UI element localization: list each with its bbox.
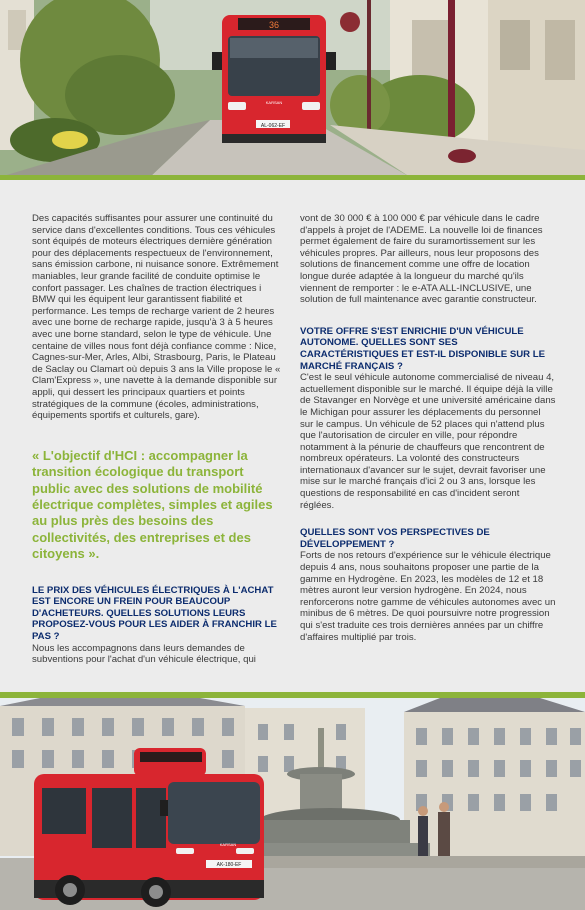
top-bus-plate: AL-062-EF <box>260 123 286 129</box>
right-column <box>300 213 556 643</box>
left-column <box>32 213 284 666</box>
question-perspectives: QUELLES SONT VOS PERSPECTIVES DE DÉVELOPPEMENT ? <box>300 527 490 550</box>
top-bus-sign: 36 <box>268 20 280 30</box>
bottom-photo-bus-square <box>0 698 585 910</box>
bottom-bus-brand: KARSAN <box>219 842 237 847</box>
top-photo-bus-street <box>0 0 585 177</box>
bottom-bus-plate: AK-180-EF <box>216 862 242 868</box>
answer-price-end: vont de 30 000 € à 100 000 € par véhicule dans le cadre d'appels à projet de l'ADEME. La nouvelle loi de finances permet également de faire du suramortissement sur les véhicules propres. Par ailleurs, nous leur proposons des solutions de financement comme une offre de location longue durée adaptée à la longueur du marché qu'ils viennent de remporter : le e-ATA ALL-INCLUSIVE, une solution de full maintenance avec garantie constructeur. <box>300 213 543 306</box>
question-autonomous: VOTRE OFFRE S'EST ENRICHIE D'UN VÉHICULE AUTONOME. QUELLES SONT SES CARACTÉRISTIQUES ET EST-IL DISPONIBLE SUR LE MARCHÉ FRANÇAIS ? <box>300 325 546 372</box>
question-price: LE PRIX DES VÉHICULES ÉLECTRIQUES À L'ACHAT EST ENCORE UN FREIN POUR BEAUCOUP D'ACHETEURS. QUELLES SOLUTIONS LEURS PROPOSEZ-VOUS POUR LES AIDER À FRANCHIR LE PAS ? <box>32 584 277 642</box>
answer-price-start: Nous les accompagnons dans leurs demandes de subventions pour l'achat d'un véhicule électrique, qui <box>32 642 256 666</box>
top-bus-brand: KARSAN <box>265 100 283 105</box>
answer-autonomous: C'est le seul véhicule autonome commercialisé de niveau 4, actuellement disponible sur le marché. Il équipe déjà la ville de Stavanger en Norvège et une université américaine dans le Michigan pour assurer les déplacements du personnel sur le campus. Un véhicule de 52 places qui n'attend plus que l'autorisation de circuler en ville, pour répondre notamment à la pénurie de chauffeurs que rencontrent de nombreux opérateurs. La volonté des constructeurs internationaux d'avancer sur le sujet, devrait favoriser une mise sur le marché français d'ici 2 ou 3 ans, lorsque les questions de responsabilité en cas d'incident seront réglées. <box>300 372 556 511</box>
pull-quote: « L'objectif d'HCI : accompagner la transition écologique du transport public avec des solutions de mobilité électrique complètes, simples et agiles au plus près des besoins des collectivités, des entreprises et des citoyens ». <box>32 447 273 562</box>
intro-paragraph: Des capacités suffisantes pour assurer une continuité du service dans d'excellentes conditions. Tous ces véhicules sont équipés de moteurs électriques dernière génération pour des déplacements respectueux de l'environnement, sans émission carbone, ni nuisance sonore. Extrêmement maniables, leur grande facilité de conduite optimise le confort passager. Les chaînes de traction électriques i BMW qui les équipent leur garantissent fiabilité et performance. Les temps de recharge varient de 2 heures avec une borne de recharge rapide, jusqu'à 3 à 5 heures avec une borne standard, selon le type de véhicule. Une centaine de villes nous font déjà confiance comme : Nice, Cagnes-sur-Mer, Arles, Albi, Strasbourg, Paris, le Plateau de Saclay ou Clamart où depuis 3 ans la Ville propose le « Clam'Express », une navette à la demande disponible sur appli, qui dessert les principaux quartiers et points stratégiques de la commune (écoles, administrations, équipements sportifs et culturels, gare). <box>32 213 281 422</box>
answer-perspectives: Forts de nos retours d'expérience sur le véhicule électrique depuis 4 ans, nous souhaitons proposer une partie de la gamme en Hydrogène. En 2023, les modèles de 12 et 18 mètres auront leur version hydrogène. En 2024, nous renforcerons notre gamme de véhicules autonomes avec un minibus de 6 mètres. De quoi poursuivre notre progression qui s'est traduite ces trois dernières années par un chiffre d'affaires multiplié par trois. <box>300 550 556 643</box>
